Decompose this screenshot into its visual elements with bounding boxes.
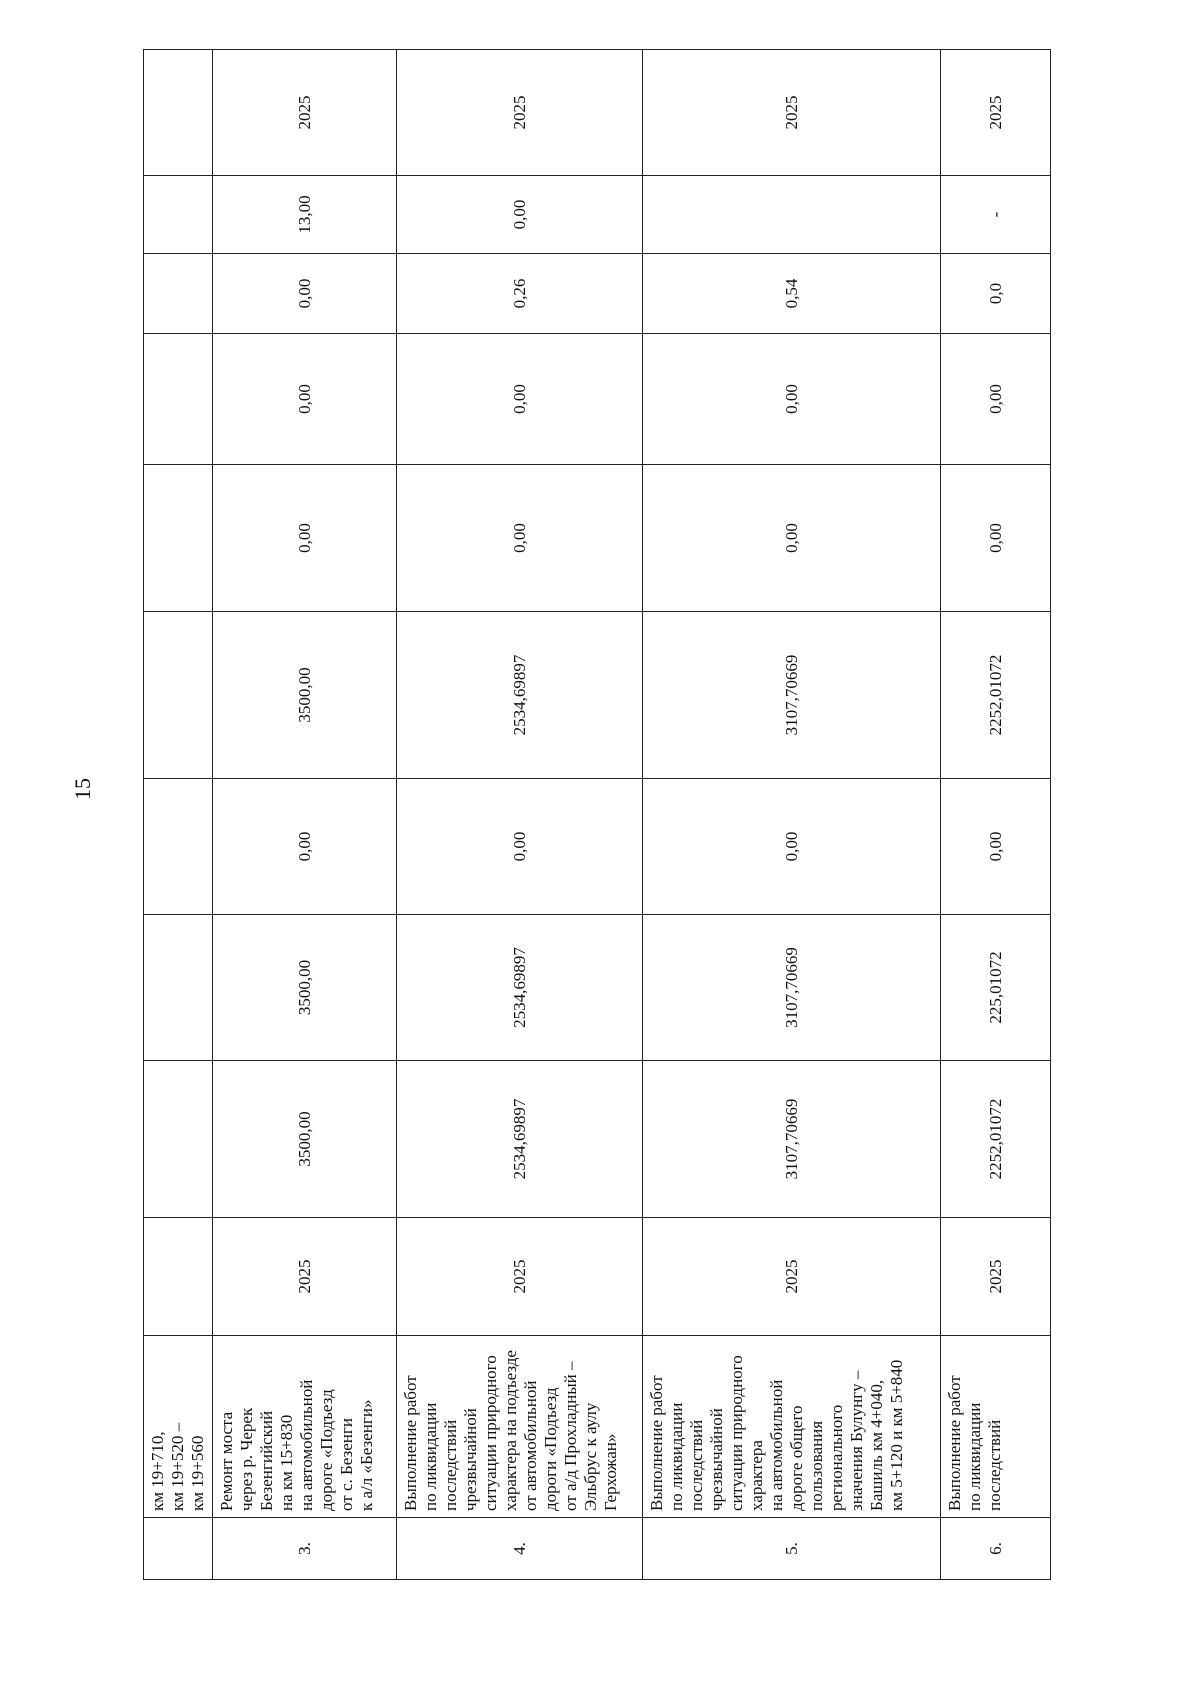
cell: 0,54	[643, 254, 941, 334]
cell: 3500,00	[213, 915, 397, 1061]
cell: 0,00	[397, 334, 643, 465]
row-name: Ремонт моста через р. Черек Безенгийский на км 15+830 на автомобильной дороге «Подъезд от с. Безенги к а/л «Безенги»	[213, 1336, 397, 1518]
cell: 3500,00	[213, 612, 397, 779]
row-name: Выполнение работ по ликвидации последствий чрезвычайной ситуации природного характера на автомобильной дороге общего пользования регионального значения Булунгу – Башиль км 4+040, км 5+120 и км 5+840	[643, 1336, 941, 1518]
row-name: Выполнение работ по ликвидации последствий	[941, 1336, 1051, 1518]
row-number: 6.	[941, 1518, 1051, 1580]
cell: 2025	[213, 50, 397, 176]
cell: 3107,70669	[643, 915, 941, 1061]
cell: 3107,70669	[643, 612, 941, 779]
cell	[144, 1061, 213, 1218]
cell: 0,00	[643, 334, 941, 465]
cell	[144, 334, 213, 465]
cell	[144, 176, 213, 254]
cell: 2025	[643, 1218, 941, 1336]
cell: 3107,70669	[643, 1061, 941, 1218]
cell: 0,00	[941, 334, 1051, 465]
row-name: км 19+710, км 19+520 – км 19+560	[144, 1336, 213, 1518]
row-number: 5.	[643, 1518, 941, 1580]
cell: 0,00	[213, 254, 397, 334]
cell: 2252,01072	[941, 612, 1051, 779]
cell	[643, 176, 941, 254]
cell	[144, 465, 213, 612]
table-row	[397, 50, 643, 1580]
row-number: 3.	[213, 1518, 397, 1580]
row-name: Выполнение работ по ликвидации последствий чрезвычайной ситуации природного характера на подъезде от автомобильной дороги «Подъезд от а/д Прохладный – Эльбрус к аулу Герхожан»	[397, 1336, 643, 1518]
cell: 0,00	[643, 465, 941, 612]
cell	[144, 50, 213, 176]
cell: 3500,00	[213, 1061, 397, 1218]
cell: 0,00	[643, 779, 941, 915]
cell: 0,0	[941, 254, 1051, 334]
table-row	[144, 50, 213, 1580]
page-number: 15	[70, 778, 95, 800]
cell: 0,26	[397, 254, 643, 334]
cell: 2025	[941, 1218, 1051, 1336]
cell: 2025	[643, 50, 941, 176]
cell: 225,01072	[941, 915, 1051, 1061]
cell	[144, 612, 213, 779]
cell: 2252,01072	[941, 1061, 1051, 1218]
data-table	[143, 49, 1051, 1580]
cell	[144, 915, 213, 1061]
cell: 0,00	[397, 465, 643, 612]
row-number: 4.	[397, 1518, 643, 1580]
cell: 0,00	[397, 779, 643, 915]
cell: 0,00	[941, 779, 1051, 915]
cell: 2534,69897	[397, 1061, 643, 1218]
rotated-table-container	[143, 50, 1043, 1580]
row-number	[144, 1518, 213, 1580]
table-row	[213, 50, 397, 1580]
cell	[144, 1218, 213, 1336]
cell: 0,00	[213, 334, 397, 465]
cell: 2025	[397, 1218, 643, 1336]
cell: 0,00	[213, 779, 397, 915]
cell: 2025	[941, 50, 1051, 176]
cell: 0,00	[397, 176, 643, 254]
table-row	[941, 50, 1051, 1580]
cell: -	[941, 176, 1051, 254]
cell: 0,00	[213, 465, 397, 612]
cell: 0,00	[941, 465, 1051, 612]
cell: 13,00	[213, 176, 397, 254]
cell: 2534,69897	[397, 915, 643, 1061]
cell	[144, 254, 213, 334]
cell: 2534,69897	[397, 612, 643, 779]
table-row	[643, 50, 941, 1580]
cell: 2025	[397, 50, 643, 176]
cell	[144, 779, 213, 915]
cell: 2025	[213, 1218, 397, 1336]
